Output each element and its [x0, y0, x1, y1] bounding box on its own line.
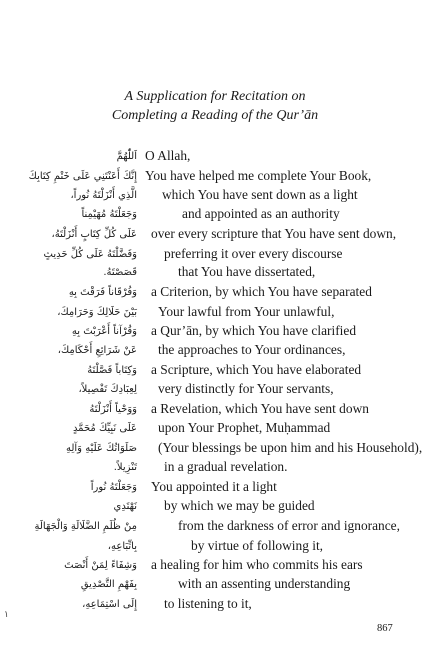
english-line: very distinctly for Your servants,: [158, 381, 334, 396]
arabic-line: تَنْزِيلاً.: [113, 462, 137, 473]
arabic-line: بَيْنَ حَلَالِكَ وَحَرَامِكَ،: [57, 307, 137, 318]
english-line: a healing for him who commits his ears: [151, 557, 363, 572]
english-line: O Allah,: [145, 148, 191, 163]
arabic-line: إِلَى اسْتِمَاعِهِ،: [82, 599, 137, 610]
english-line: a Qur’ān, by which You have clarified: [151, 323, 357, 338]
arabic-line: وَقُرْآناً أَعْرَبْتَ بِهِ: [71, 326, 137, 337]
english-line: preferring it over every discourse: [164, 246, 343, 261]
english-line: upon Your Prophet, Muḥammad: [158, 420, 331, 435]
arabic-line: بِاتِّبَاعِهِ،: [107, 541, 137, 552]
english-line: by virtue of following it,: [191, 538, 324, 553]
english-line: You have helped me complete Your Book,: [145, 168, 372, 183]
english-line: that You have dissertated,: [178, 264, 316, 279]
arabic-line: لِعِبَادِكَ تَفْصِيلاً،: [78, 384, 137, 395]
english-line: with an assenting understanding: [178, 576, 351, 591]
arabic-line: وَشِفَاءً لِمَنْ أَنْصَتَ: [64, 560, 137, 571]
page-number: 867: [377, 623, 393, 634]
arabic-line: صَلَوَاتُكَ عَلَيْهِ وَآلِهِ: [66, 443, 137, 454]
english-line: to listening to it,: [164, 596, 252, 611]
english-line: by which we may be guided: [164, 498, 315, 513]
arabic-line: الَّذِي أَنْزَلْتَهُ نُوراً،: [70, 190, 137, 201]
arabic-line: وَفَضَّلْتَهُ عَلَى كُلِّ حَدِيثٍ: [43, 249, 137, 260]
arabic-line: اَللّٰهُمَّ: [116, 151, 137, 162]
arabic-line: وَجَعَلْتَهُ مُهَيْمِناً: [81, 209, 137, 220]
english-line: a Criterion, by which You have separated: [151, 284, 372, 299]
english-line: the approaches to Your ordinances,: [158, 342, 346, 357]
arabic-line: عَلَى نَبِيِّكَ مُحَمَّدٍ: [72, 423, 137, 434]
arabic-line: مِنْ ظُلَمِ الضَّلَالَةِ وَالْجَهَالَةِ: [34, 521, 137, 532]
english-line: in a gradual revelation.: [164, 459, 288, 474]
arabic-line: نَهْتَدِي: [113, 501, 137, 512]
title-line-1: A Supplication for Recitation on: [124, 89, 306, 104]
arabic-line: وَفُرْقَاناً فَرَقْتَ بِهِ: [68, 287, 137, 298]
english-line: Your lawful from Your unlawful,: [158, 304, 335, 319]
arabic-line: وَكِتَاباً فَصَّلْتَهُ: [87, 365, 137, 376]
english-line: which You have sent down as a light: [162, 187, 358, 202]
arabic-line: إِنَّكَ أَعَنْتَنِي عَلَى خَتْمِ كِتَابِكَ: [28, 171, 137, 182]
arabic-line: وَوَحْياً أَنْزَلْتَهُ: [89, 404, 137, 415]
english-line: You appointed it a light: [151, 479, 277, 494]
arabic-line: عَنْ شَرَائِعِ أَحْكَامِكَ،: [57, 345, 137, 356]
english-line: a Scripture, which You have elaborated: [151, 362, 362, 377]
arabic-line: بِفَهْمِ التَّصْدِيقِ: [80, 579, 137, 590]
arabic-line: وَجَعَلْتَهُ نُوراً: [90, 482, 137, 493]
title-line-2: Completing a Reading of the Qur’ān: [111, 108, 319, 123]
english-line: from the darkness of error and ignorance,: [178, 518, 400, 533]
english-line: (Your blessings be upon him and his Household),: [158, 440, 423, 455]
arabic-line: قَصَصْتَهُ.: [103, 267, 137, 278]
margin-mark: ١: [4, 610, 9, 620]
english-line: and appointed as an authority: [182, 206, 340, 221]
arabic-line: عَلَى كُلِّ كِتَابٍ أَنْزَلْتَهُ،: [51, 229, 137, 240]
english-line: a Revelation, which You have sent down: [151, 401, 369, 416]
english-line: over every scripture that You have sent down,: [151, 226, 397, 241]
